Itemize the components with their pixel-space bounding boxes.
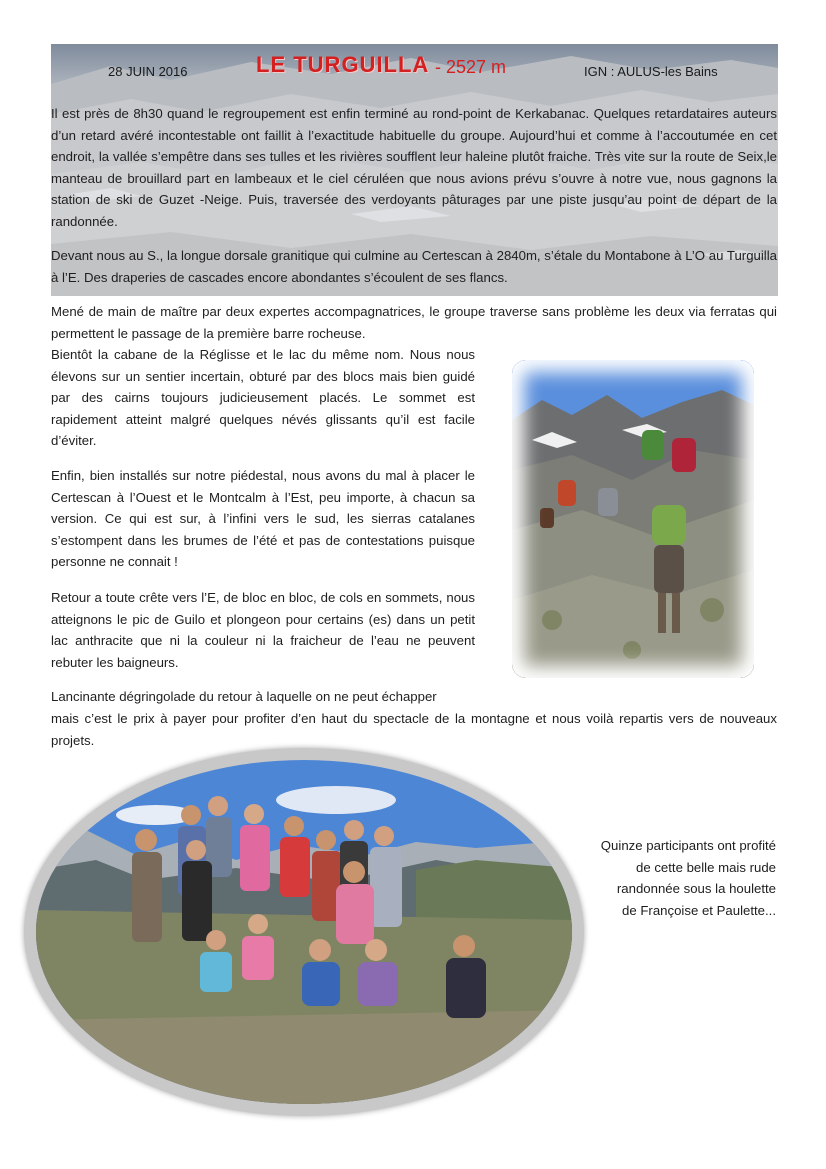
map-reference: IGN : AULUS-les Bains bbox=[584, 64, 718, 79]
caption-line-1: Quinze participants ont profité bbox=[600, 838, 776, 853]
date-label: 28 JUIN 2016 bbox=[108, 64, 188, 79]
photo-vignette bbox=[512, 360, 754, 678]
paragraph-1: Il est près de 8h30 quand le regroupement est enfin terminé au rond-point de Kerkabanac. Quelques retardataires auteurs d’un retard avéré incontestable ont faillit à l’exactitude habituelle du groupe. Aujourd’hui et comme à l’accoutumée en cet endroit, la vallée s’empêtre dans ses tulles et les rivières soufflent leur haleine plutôt fraiche. Très vite sur la route de Seix,le manteau de brouillard part en lambeaux et le ciel céruléen que nous avions prévu s’ouvre à notre vue, nous gagnons la station de ski de Guzet -Neige. Puis, traversée des verdoyants pâturages par une piste jusqu’au point de départ de la randonnée. bbox=[51, 106, 777, 229]
paragraph-2: Devant nous au S., la longue dorsale granitique qui culmine au Certescan à 2840m, s’étale du Montabone à L’O au Turguilla à l’E. Des draperies de cascades encore abondantes s’écoulent de ses flancs. bbox=[51, 248, 777, 285]
group-photo-caption bbox=[560, 835, 776, 921]
paragraph-7-line-1: Lancinante dégringolade du retour à laquelle on ne peut échapper bbox=[51, 689, 437, 704]
paragraph-6: Retour a toute crête vers l’E, de bloc en bloc, de cols en sommets, nous atteignons le pic de Guilo et plongeon pour certains (es) dans un petit lac anthracite que ni la couleur ni la fraicheur de l’eau ne peuvent rebuter les baigneurs. bbox=[51, 590, 475, 670]
caption-line-4: de Françoise et Paulette... bbox=[622, 902, 776, 918]
paragraph-4: Bientôt la cabane de la Réglisse et le lac du même nom. Nous nous élevons sur un sentier incertain, obturé par des blocs mais bien guidé par des cairns toujours judicieusement placés. Le sommet est rapidement atteint malgré quelques névés glissants qu’il est facile d’éviter. bbox=[51, 347, 475, 449]
paragraph-5: Enfin, bien installés sur notre piédestal, nous avons du mal à placer le Certescan à l’Ouest et le Montcalm à l’Est, peu importe, à chacun sa version. Ce qui est sur, à l’infini vers le sud, les sierras catalanes s’estompent dans les brumes de l’été et pas de contestations puisque personne ne connait ! bbox=[51, 468, 475, 570]
paragraph-7-line-2: mais c’est le prix à payer pour profiter d’en haut du spectacle de la montagne et nous voilà repartis vers de nouveaux projets. bbox=[51, 711, 777, 748]
caption-line-3: randonnée sous la houlette bbox=[616, 881, 776, 897]
altitude-label: - 2527 m bbox=[435, 57, 507, 77]
caption-line-2: de cette belle mais rude bbox=[635, 859, 776, 875]
paragraph-3: Mené de main de maître par deux expertes accompagnatrices, le groupe traverse sans problème les deux via ferratas qui permettent le passage de la première barre rocheuse. bbox=[51, 304, 777, 341]
page-title: LE TURGUILLA bbox=[256, 52, 430, 77]
hikers-climbing-photo bbox=[512, 360, 754, 678]
group-illustration bbox=[36, 760, 572, 1104]
group-photo bbox=[36, 760, 572, 1104]
